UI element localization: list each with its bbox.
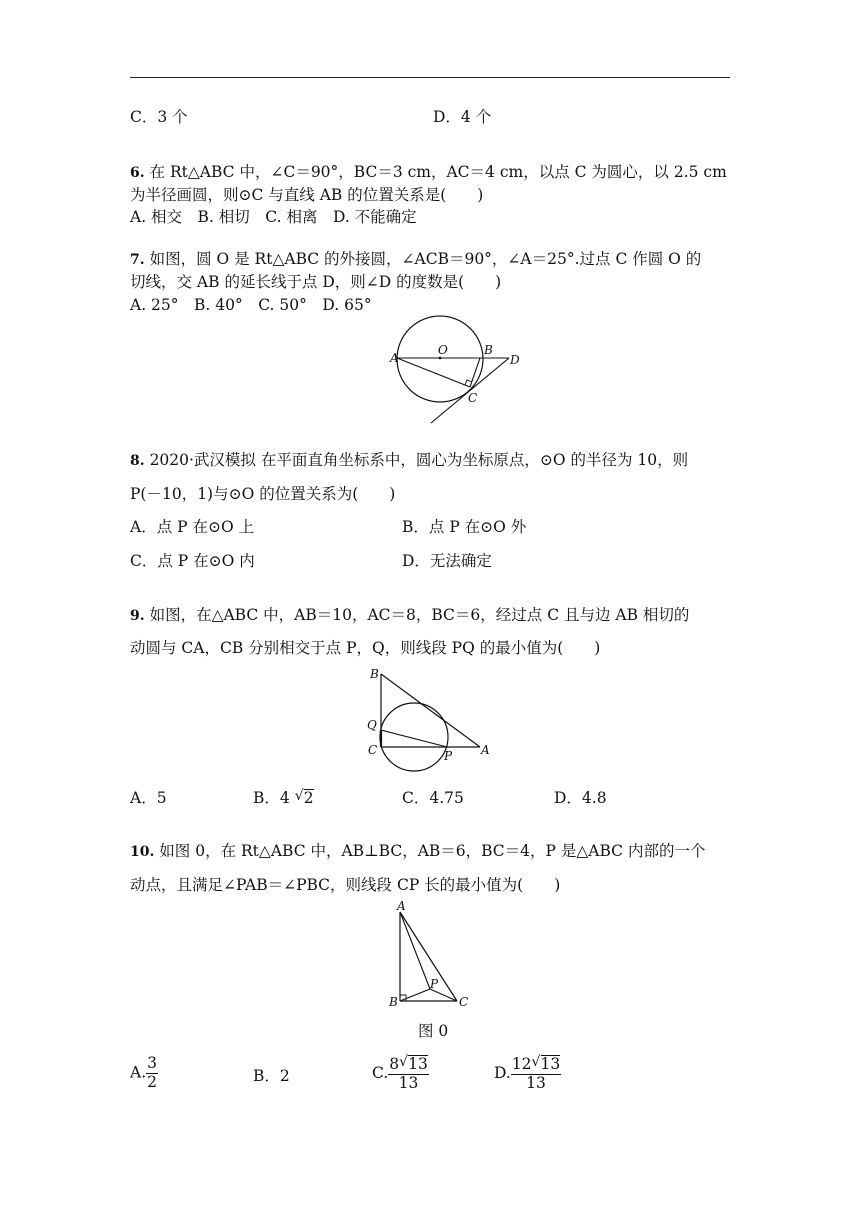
denominator: 2 [147, 1072, 157, 1091]
label-q: Q [367, 718, 377, 732]
question-9-line2: 动圆与 CA，CB 分别相交于点 P，Q，则线段 PQ 的最小值为( ) [130, 639, 601, 657]
question-10-option-d [494, 1055, 561, 1093]
question-text: 如图 0，在 Rt△ABC 中，AB⊥BC，AB＝6，BC＝4，P 是△ABC 内部的一个 [159, 842, 706, 860]
q10-triangle-diagram [385, 898, 480, 1013]
question-9-option-d: D．4.8 [554, 789, 607, 807]
label-b: B [484, 343, 493, 357]
label-b: B [370, 667, 379, 681]
label-p: P [444, 749, 453, 763]
question-9-line1 [130, 603, 689, 625]
question-7-options: A. 25° B. 40° C. 50° D. 65° [130, 296, 372, 314]
option-prefix: D. [494, 1063, 511, 1082]
fraction [388, 1055, 429, 1093]
figure-caption: 图 0 [418, 1022, 449, 1040]
denominator: 13 [398, 1073, 419, 1092]
question-number: 6. [130, 165, 145, 181]
question-6-line2: 为半径画圆，则⊙C 与直线 AB 的位置关系是( ) [130, 186, 484, 204]
question-7-line2: 切线，交 AB 的延长线于点 D，则∠D 的度数是( ) [130, 273, 502, 291]
question-number: 7. [130, 252, 145, 268]
option-prefix: C. [372, 1063, 389, 1082]
question-8-option-c: C．点 P 在⊙O 内 [130, 552, 255, 570]
sqrt-symbol [399, 1055, 428, 1074]
fraction [146, 1055, 158, 1092]
question-10-line2: 动点，且满足∠PAB＝∠PBC，则线段 CP 长的最小值为( ) [130, 876, 561, 894]
coefficient: 12 [511, 1055, 532, 1073]
radicand: 13 [540, 1055, 561, 1073]
numerator: 3 [147, 1054, 157, 1072]
denominator: 13 [526, 1073, 546, 1092]
fraction [511, 1055, 561, 1093]
option-c-top: C．3 个 [130, 108, 188, 126]
question-7-line1 [130, 247, 701, 269]
label-a: A [390, 351, 399, 365]
header-rule [130, 77, 730, 78]
sqrt-symbol [532, 1055, 561, 1074]
question-10-option-b: B．2 [253, 1067, 290, 1085]
option-prefix: B．4 [253, 789, 290, 807]
sqrt-symbol [295, 789, 314, 807]
question-10-line1 [130, 839, 705, 861]
question-9-option-a: A．5 [130, 789, 167, 807]
label-c: C [368, 743, 378, 757]
coefficient: 8 [389, 1055, 400, 1073]
q9-triangle-circle-diagram [362, 663, 502, 775]
question-8-option-b: B．点 P 在⊙O 外 [402, 518, 527, 536]
label-c: C [468, 391, 478, 405]
question-text: 如图，在△ABC 中，AB＝10，AC＝8，BC＝6，经过点 C 且与边 AB 相切的 [149, 606, 690, 624]
label-o: O [438, 343, 448, 357]
question-number: 8. [130, 453, 145, 469]
question-text: 2020·武汉模拟 在平面直角坐标系中，圆心为坐标原点，⊙O 的半径为 10，则 [149, 451, 689, 469]
label-d: D [510, 353, 520, 367]
question-6-options: A. 相交 B. 相切 C. 相离 D. 不能确定 [130, 208, 417, 226]
question-10-option-a [130, 1055, 158, 1092]
question-8-option-a: A．点 P 在⊙O 上 [130, 518, 255, 536]
question-9-option-c: C．4.75 [402, 789, 464, 807]
question-8-option-d: D．无法确定 [402, 552, 492, 570]
question-text: 如图，圆 O 是 Rt△ABC 的外接圆，∠ACB＝90°，∠A＝25°.过点 C 作圆 O 的 [149, 250, 702, 268]
option-prefix: A. [130, 1063, 147, 1082]
question-9-option-b [253, 786, 314, 808]
label-p: P [430, 977, 439, 991]
question-number: 10. [130, 844, 155, 860]
question-8-line1 [130, 448, 688, 470]
label-a: A [397, 899, 406, 913]
question-number: 9. [130, 608, 145, 624]
radicand: 2 [303, 789, 314, 807]
label-a: A [481, 743, 490, 757]
numerator [388, 1055, 429, 1075]
radicand: 13 [408, 1055, 428, 1073]
question-10-option-c [372, 1055, 429, 1093]
label-b: B [389, 995, 398, 1009]
option-d-top: D．4 个 [433, 108, 492, 126]
question-6-line1 [130, 160, 727, 182]
question-text: 在 Rt△ABC 中，∠C＝90°，BC＝3 cm，AC＝4 cm，以点 C 为圆心，以 2.5 cm [149, 163, 727, 181]
numerator [511, 1055, 561, 1075]
question-8-line2: P(－10，1)与⊙O 的位置关系为( ) [130, 485, 396, 503]
label-c: C [459, 995, 469, 1009]
q7-circle-diagram [388, 314, 528, 424]
